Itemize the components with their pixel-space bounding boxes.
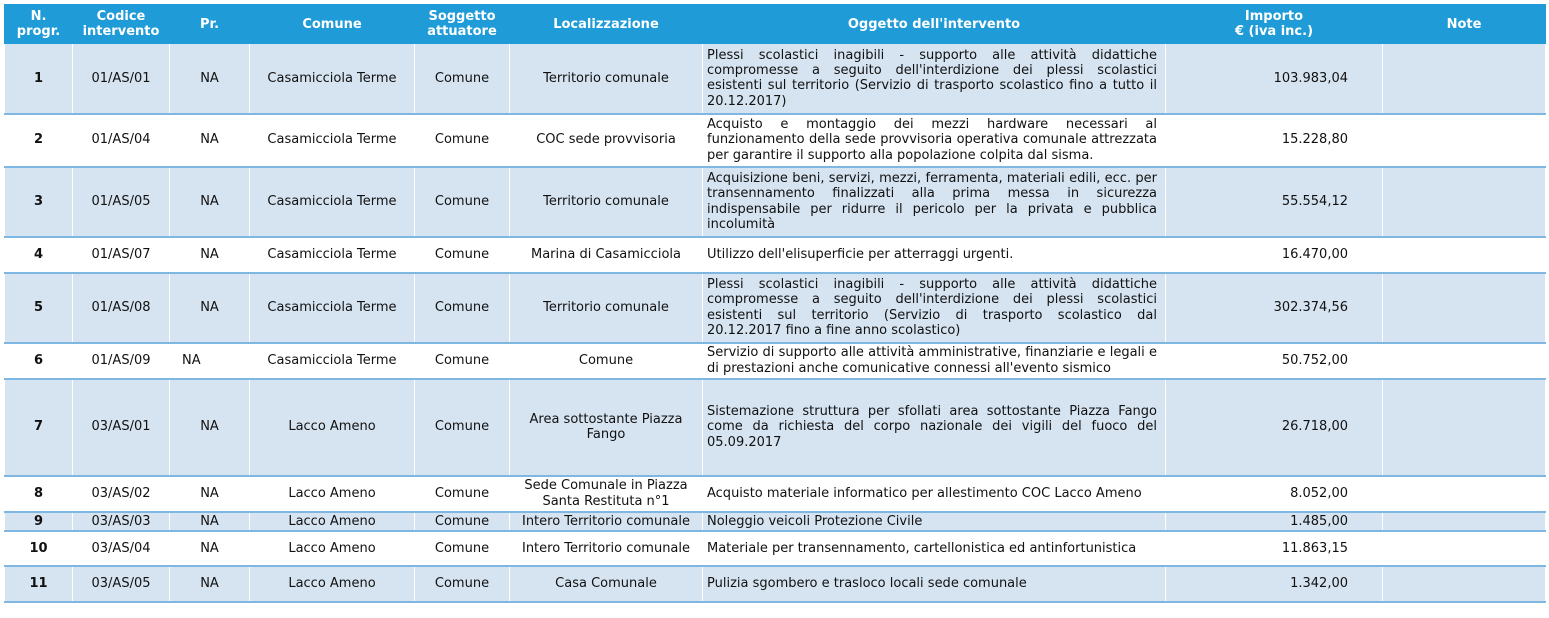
cell-note [1383,476,1546,512]
header-oggetto: Oggetto dell'intervento [703,5,1166,44]
cell-comune: Lacco Ameno [250,566,415,602]
header-pr: Pr. [170,5,250,44]
cell-num: 11 [5,566,73,602]
cell-oggetto: Acquisto materiale informatico per allestimento COC Lacco Ameno [703,476,1166,512]
cell-comune: Lacco Ameno [250,531,415,566]
cell-localizzazione: Area sottostante Piazza Fango [510,379,703,476]
cell-pr: NA [170,114,250,167]
cell-oggetto: Materiale per transennamento, cartellonistica ed antinfortunistica [703,531,1166,566]
cell-oggetto: Plessi scolastici inagibili - supporto alle attività didattiche compromesse a seguito dell'interdizione dei plessi scolastici esistenti sul territorio (Servizio di trasporto scolastico dal 20.12.2017 fino a fine anno scolastico) [703,273,1166,343]
header-num: N. progr. [5,5,73,44]
cell-oggetto: Pulizia sgombero e trasloco locali sede comunale [703,566,1166,602]
cell-localizzazione: Sede Comunale in Piazza Santa Restituta n°1 [510,476,703,512]
interventions-table [4,4,1546,603]
cell-soggetto: Comune [415,237,510,273]
cell-note [1383,379,1546,476]
cell-pr: NA [170,476,250,512]
cell-localizzazione: Territorio comunale [510,167,703,237]
cell-importo: 16.470,00 [1166,237,1383,273]
cell-note [1383,44,1546,114]
cell-oggetto: Acquisto e montaggio dei mezzi hardware necessari al funzionamento della sede provvisoria operativa comunale attrezzata per garantire il supporto alla popolazione colpita dal sisma. [703,114,1166,167]
cell-localizzazione: Marina di Casamicciola [510,237,703,273]
cell-localizzazione: Territorio comunale [510,44,703,114]
cell-note [1383,273,1546,343]
table-row [5,114,1546,167]
cell-importo: 1.342,00 [1166,566,1383,602]
cell-codice: 01/AS/07 [73,237,170,273]
cell-oggetto: Sistemazione struttura per sfollati area sottostante Piazza Fango come da richiesta del corpo nazionale dei vigili del fuoco del 05.09.2017 [703,379,1166,476]
cell-comune: Casamicciola Terme [250,44,415,114]
cell-note [1383,566,1546,602]
table-row [5,476,1546,512]
cell-oggetto: Servizio di supporto alle attività amministrative, finanziarie e legali e di prestazioni anche comunicative connessi all'evento sismico [703,343,1166,379]
cell-note [1383,531,1546,566]
cell-codice: 03/AS/04 [73,531,170,566]
cell-num: 5 [5,273,73,343]
cell-pr: NA [170,379,250,476]
cell-pr: NA [170,512,250,531]
cell-num: 2 [5,114,73,167]
cell-importo: 55.554,12 [1166,167,1383,237]
cell-localizzazione: Comune [510,343,703,379]
cell-codice: 01/AS/04 [73,114,170,167]
cell-localizzazione: Intero Territorio comunale [510,512,703,531]
table-row [5,167,1546,237]
cell-oggetto: Acquisizione beni, servizi, mezzi, ferramenta, materiali edili, ecc. per transennamento finalizzati alla prima messa in sicurezza indispensabile per ridurre il pericolo per la privata e pubblica incolumità [703,167,1166,237]
table-row [5,343,1546,379]
header-soggetto: Soggetto attuatore [415,5,510,44]
cell-comune: Casamicciola Terme [250,237,415,273]
cell-oggetto: Utilizzo dell'elisuperficie per atterraggi urgenti. [703,237,1166,273]
cell-comune: Lacco Ameno [250,379,415,476]
cell-pr: NA [170,343,250,379]
cell-num: 1 [5,44,73,114]
table-row [5,379,1546,476]
header-note: Note [1383,5,1546,44]
cell-importo: 8.052,00 [1166,476,1383,512]
cell-localizzazione: Casa Comunale [510,566,703,602]
cell-soggetto: Comune [415,476,510,512]
cell-num: 6 [5,343,73,379]
cell-pr: NA [170,531,250,566]
header-codice: Codice intervento [73,5,170,44]
cell-importo: 15.228,80 [1166,114,1383,167]
cell-comune: Casamicciola Terme [250,343,415,379]
table-row [5,273,1546,343]
cell-codice: 01/AS/01 [73,44,170,114]
cell-soggetto: Comune [415,379,510,476]
cell-soggetto: Comune [415,566,510,602]
cell-pr: NA [170,167,250,237]
cell-importo: 11.863,15 [1166,531,1383,566]
cell-codice: 01/AS/09 [73,343,170,379]
header-row [5,5,1546,44]
cell-note [1383,512,1546,531]
cell-importo: 103.983,04 [1166,44,1383,114]
cell-codice: 03/AS/05 [73,566,170,602]
cell-comune: Casamicciola Terme [250,273,415,343]
cell-comune: Casamicciola Terme [250,167,415,237]
cell-soggetto: Comune [415,512,510,531]
cell-codice: 03/AS/01 [73,379,170,476]
cell-comune: Casamicciola Terme [250,114,415,167]
table-row [5,44,1546,114]
cell-codice: 03/AS/03 [73,512,170,531]
cell-pr: NA [170,566,250,602]
header-localizzazione: Localizzazione [510,5,703,44]
cell-localizzazione: COC sede provvisoria [510,114,703,167]
cell-codice: 03/AS/02 [73,476,170,512]
cell-soggetto: Comune [415,343,510,379]
cell-localizzazione: Intero Territorio comunale [510,531,703,566]
cell-note [1383,114,1546,167]
cell-comune: Lacco Ameno [250,476,415,512]
cell-soggetto: Comune [415,273,510,343]
table-row [5,566,1546,602]
header-comune: Comune [250,5,415,44]
cell-num: 8 [5,476,73,512]
cell-oggetto: Noleggio veicoli Protezione Civile [703,512,1166,531]
cell-num: 10 [5,531,73,566]
cell-localizzazione: Territorio comunale [510,273,703,343]
cell-num: 7 [5,379,73,476]
cell-note [1383,343,1546,379]
cell-pr: NA [170,237,250,273]
cell-num: 3 [5,167,73,237]
cell-codice: 01/AS/08 [73,273,170,343]
cell-num: 4 [5,237,73,273]
cell-soggetto: Comune [415,114,510,167]
cell-comune: Lacco Ameno [250,512,415,531]
cell-importo: 302.374,56 [1166,273,1383,343]
cell-soggetto: Comune [415,44,510,114]
cell-soggetto: Comune [415,167,510,237]
cell-importo: 50.752,00 [1166,343,1383,379]
cell-num: 9 [5,512,73,531]
table-header [5,5,1546,44]
table-body [5,44,1546,602]
table-row [5,531,1546,566]
cell-pr: NA [170,44,250,114]
cell-importo: 26.718,00 [1166,379,1383,476]
table-row [5,512,1546,531]
table-row [5,237,1546,273]
cell-pr: NA [170,273,250,343]
cell-codice: 01/AS/05 [73,167,170,237]
interventions-table-container [4,4,1545,603]
cell-oggetto: Plessi scolastici inagibili - supporto alle attività didattiche compromesse a seguito dell'interdizione dei plessi scolastici esistenti sul territorio (Servizio di trasporto scolastico fino a tutto il 20.12.2017) [703,44,1166,114]
cell-note [1383,167,1546,237]
cell-soggetto: Comune [415,531,510,566]
cell-note [1383,237,1546,273]
header-importo: Importo € (iva inc.) [1166,5,1383,44]
cell-importo: 1.485,00 [1166,512,1383,531]
